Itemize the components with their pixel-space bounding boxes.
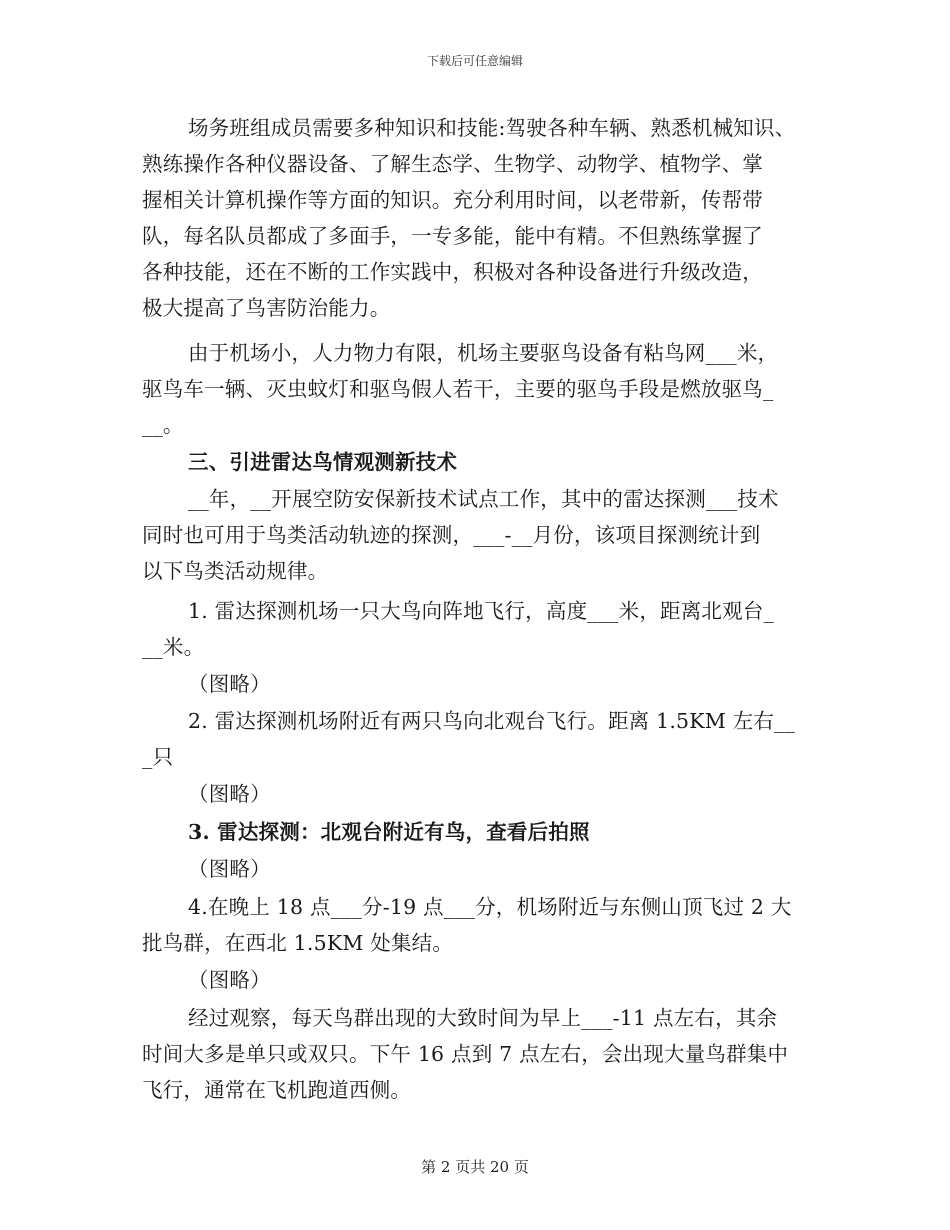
section-heading: 三、引进雷达鸟情观测新技术: [188, 450, 458, 474]
figure-omitted-note: （图略）: [188, 968, 271, 992]
page-header: 下载后可任意编辑: [426, 54, 523, 68]
body-line: 由于机场小，人力物力有限，机场主要驱鸟设备有粘鸟网___米，: [188, 341, 779, 365]
figure-omitted-note: （图略）: [188, 857, 271, 881]
body-line: 极大提高了鸟害防治能力。: [142, 296, 391, 320]
body-line: 各种技能，还在不断的工作实践中，积极对各种设备进行升级改造，: [142, 260, 763, 284]
list-item: 4.在晚上 18 点___分-19 点___分，机场附近与东侧山顶飞过 2 大: [188, 895, 792, 919]
figure-omitted-note: （图略）: [188, 782, 271, 806]
list-item: 2. 雷达探测机场附近有两只鸟向北观台飞行。距离 1.5KM 左右__: [188, 709, 796, 733]
body-line: 经过观察，每天鸟群出现的大致时间为早上___-11 点左右，其余: [188, 1006, 778, 1030]
body-line: 队，每名队员都成了多面手，一专多能，能中有精。不但熟练掌握了: [142, 224, 763, 248]
body-line: 熟练操作各种仪器设备、了解生态学、生物学、动物学、植物学、掌: [142, 152, 763, 176]
body-line: __年，__开展空防安保新技术试点工作，其中的雷达探测___技术: [188, 487, 779, 511]
body-line: 握相关计算机操作等方面的知识。充分利用时间，以老带新，传帮带: [142, 188, 763, 212]
list-item-continued: 批鸟群，在西北 1.5KM 处集结。: [142, 931, 454, 955]
list-item-continued: __米。: [142, 635, 205, 659]
body-line: 驱鸟车一辆、灭虫蚊灯和驱鸟假人若干，主要的驱鸟手段是燃放驱鸟_: [142, 377, 774, 401]
body-line: 时间大多是单只或双只。下午 16 点到 7 点左右，会出现大量鸟群集中: [142, 1042, 789, 1066]
body-line: 场务班组成员需要多种知识和技能:驾驶各种车辆、熟悉机械知识、: [188, 116, 796, 140]
list-item-continued: _只: [142, 745, 174, 769]
list-item: 1. 雷达探测机场一只大鸟向阵地飞行，高度___米，距离北观台_: [188, 599, 774, 623]
figure-omitted-note: （图略）: [188, 672, 271, 696]
body-line: __。: [142, 413, 184, 437]
list-item-bold: 3. 雷达探测：北观台附近有鸟，查看后拍照: [188, 820, 590, 844]
body-line: 以下鸟类活动规律。: [142, 559, 329, 583]
body-line: 飞行，通常在飞机跑道西侧。: [142, 1078, 412, 1102]
page-footer: 第 2 页共 20 页: [421, 1158, 529, 1176]
body-line: 同时也可用于鸟类活动轨迹的探测，___-__月份，该项目探测统计到: [142, 523, 761, 547]
